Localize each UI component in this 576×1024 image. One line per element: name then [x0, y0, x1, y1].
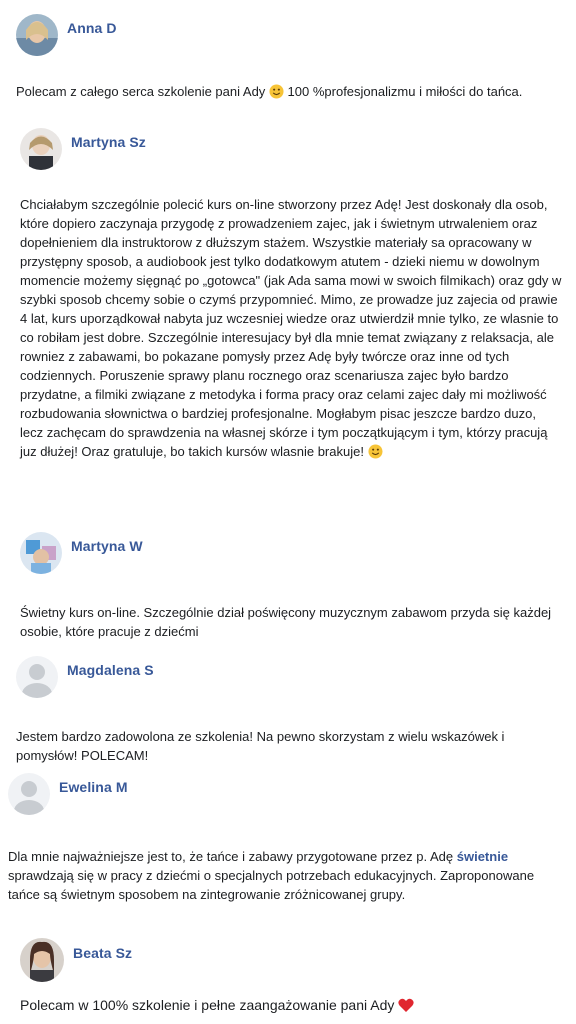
author-name[interactable]: Beata Sz [73, 945, 133, 961]
avatar[interactable] [20, 532, 62, 574]
review-author [20, 532, 143, 574]
review-text: Polecam w 100% szkolenie i pełne zaangażowanie pani Ady [20, 996, 560, 1015]
review-author [16, 656, 154, 698]
author-name[interactable]: Magdalena S [67, 662, 154, 678]
heart-emoji-icon [398, 998, 413, 1013]
smile-emoji-icon [368, 444, 383, 459]
avatar-placeholder[interactable] [8, 773, 50, 815]
review-text: Świetny kurs on-line. Szczególnie dział poświęcony muzycznym zabawom przyda się każdej osobie, które pracuje z dziećmi [20, 605, 552, 639]
avatar[interactable] [20, 938, 64, 982]
review-author [16, 14, 117, 56]
author-name[interactable]: Martyna Sz [71, 134, 146, 150]
avatar[interactable] [20, 128, 62, 170]
author-name[interactable]: Ewelina M [59, 779, 128, 795]
avatar[interactable] [16, 14, 58, 56]
review-text: Polecam z całego serca szkolenie pani Ady 100 %profesjonalizmu i miłości do tańca. [16, 84, 523, 99]
smile-emoji-icon [269, 84, 284, 99]
review-author [20, 128, 146, 170]
author-name[interactable]: Anna D [67, 20, 117, 36]
author-name[interactable]: Martyna W [71, 538, 143, 554]
review-text: Chciałabym szczególnie polecić kurs on-line stworzony przez Adę! Jest doskonały dla osob, które dopiero zaczynaja przygodę z prowadzeniem zajec, jak i świetnym utrwaleniem oraz dopełnieniem dla instruktorow z dłuższym stażem. Wszystkie materiały sa opracowany w przystępny sposob, a audiobook jest tylko dodatkowym atutem - dzieki niemu w dowolnym momencie możemy sięgnąć po „gotowca" (jak Ada sama mowi w swoich filmikach) oraz gdy w szybki sposob chcemy sobie o czymś przypomnieć. Mimo, ze prowadze juz zajecia od prawie 4 lat, kurs uporządkował nabyta juz wczesniej wiedze oraz utwierdził mnie tylko, ze wlasnie to co robiłam jest dobre. Szczególnie interesujacy był dla mnie temat związany z relaksacja, ale rowniez z zabawami, bo pokazane pomysły przez Adę były twórcze oraz inne od tych codziennych. Poruszenie sprawy planu rocznego oraz scenariusza zajec było bardzo przydatne, a filmiki związane z metodyka i forma pracy oraz celami zajec dały mi możliwość rozbudowania słownictwa o bardziej profesjonalne. Mogłabym pisac jeszcze bardzo duzo, lecz zachęcam do sprawdzenia na własnej skórze i tym początkującym i tym, którzy pracują juz dłużej! Oraz gratuluje, bo takich kursów wlasnie brakuje! [20, 197, 562, 459]
review-text: Dla mnie najważniejsze jest to, że tańce i zabawy przygotowane przez p. Adę świetnie sprawdzają się w pracy z dziećmi o specjalnych potrzebach edukacyjnych. Zaproponowane tańce są świetnym sposobem na zintegrowanie zróżnicowanej grupy. [8, 849, 535, 902]
review-author [20, 938, 132, 982]
avatar-placeholder[interactable] [16, 656, 58, 698]
review-author [8, 773, 128, 815]
review-text: Jestem bardzo zadowolona ze szkolenia! Na pewno skorzystam z wielu wskazówek i pomysłów! POLECAM! [16, 729, 505, 763]
highlighted-word: świetnie [456, 849, 509, 864]
